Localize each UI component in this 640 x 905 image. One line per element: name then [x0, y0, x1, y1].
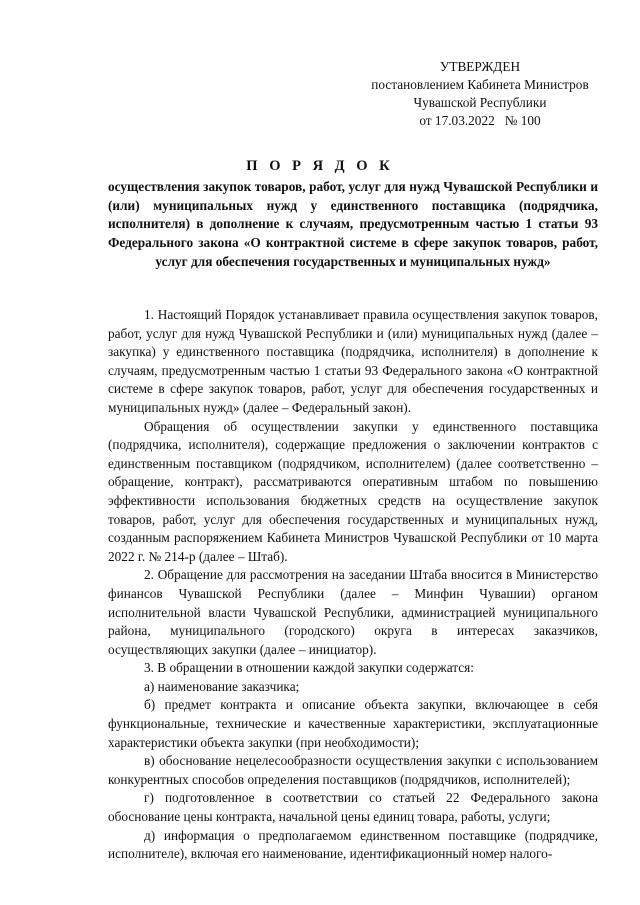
list-item: в) обоснование нецелесообразности осуществления закупки с использованием конкурентных способов определения поставщиков (подрядчиков, исполнителей); — [108, 753, 598, 787]
approval-date-number: от 17.03.2022 № 100 — [419, 113, 541, 128]
approval-title: УТВЕРЖДЕН — [439, 59, 521, 74]
list-item: д) информация о предполагаемом единственном поставщике (подрядчике, исполнителе), включая его наименование, идентификационный номер налого- — [108, 827, 598, 862]
approval-republic: Чувашской Республики — [413, 95, 547, 110]
approval-stamp — [340, 58, 620, 130]
document-title: осуществления закупок товаров, работ, услуг для нужд Чувашской Республики и (или) муниципальных нужд у единственного поставщика (подрядчика, исполнителя) в дополнение к случаям, предусмотренным частью 1 статьи 93 Федерального закона «О контрактной системе в сфере закупок товаров, работ, услуг для обеспечения государственных и муниципальных нужд» — [108, 179, 598, 269]
paragraph: 1. Настоящий Порядок устанавливает правила осуществления закупок товаров, работ, услуг для нужд Чувашской Республики и (или) муниципальных нужд (далее – закупка) у единственного поставщика (подрядчика, исполнителя) в дополнение к случаям, предусмотренным частью 1 статьи 93 Федерального закона «О контрактной системе в сфере закупок товаров, работ, услуг для обеспечения государственных и муниципальных нужд» (далее – Федеральный закон). — [108, 307, 598, 415]
document-body — [108, 306, 598, 864]
paragraph: Обращения об осуществлении закупки у единственного поставщика (подрядчика, исполнителя), содержащие предложения о заключении контрактов с единственным поставщиком (подрядчиком, исполнителем) (далее соответственно – обращение, контракт), рассматриваются оперативным штабом по повышению эффективности использования бюджетных средств на осуществление закупок товаров, работ, услуг для обеспечения государственных и муниципальных нужд, созданным распоряжением Кабинета Министров Чувашской Республики от 10 марта 2022 г. № 214-р (далее – Штаб). — [108, 418, 598, 564]
list-item: г) подготовленное в соответствии со статьей 22 Федерального закона обоснование цены контракта, начальной цены единиц товара, работы, услуги; — [108, 790, 598, 825]
list-item: а) наименование заказчика; — [144, 678, 300, 694]
paragraph: 2. Обращение для рассмотрения на заседании Штаба вносится в Министерство финансов Чувашской Республики (далее – Минфин Чувашии) органом исполнительной власти Чувашской Республики, администрацией муниципального района, муниципального (городского) округа в интересах заказчиков, осуществляющих закупки (далее – инициатор). — [108, 567, 598, 657]
list-item: б) предмет контракта и описание объекта закупки, включающее в себя функциональные, технические и качественные характеристики, эксплуатационные характеристики объекта закупки (при необходимости); — [108, 697, 598, 750]
document-heading: П О Р Я Д О К — [246, 158, 394, 174]
paragraph: 3. В обращении в отношении каждой закупки содержатся: — [144, 660, 474, 676]
approval-authority: постановлением Кабинета Министров — [371, 77, 589, 92]
